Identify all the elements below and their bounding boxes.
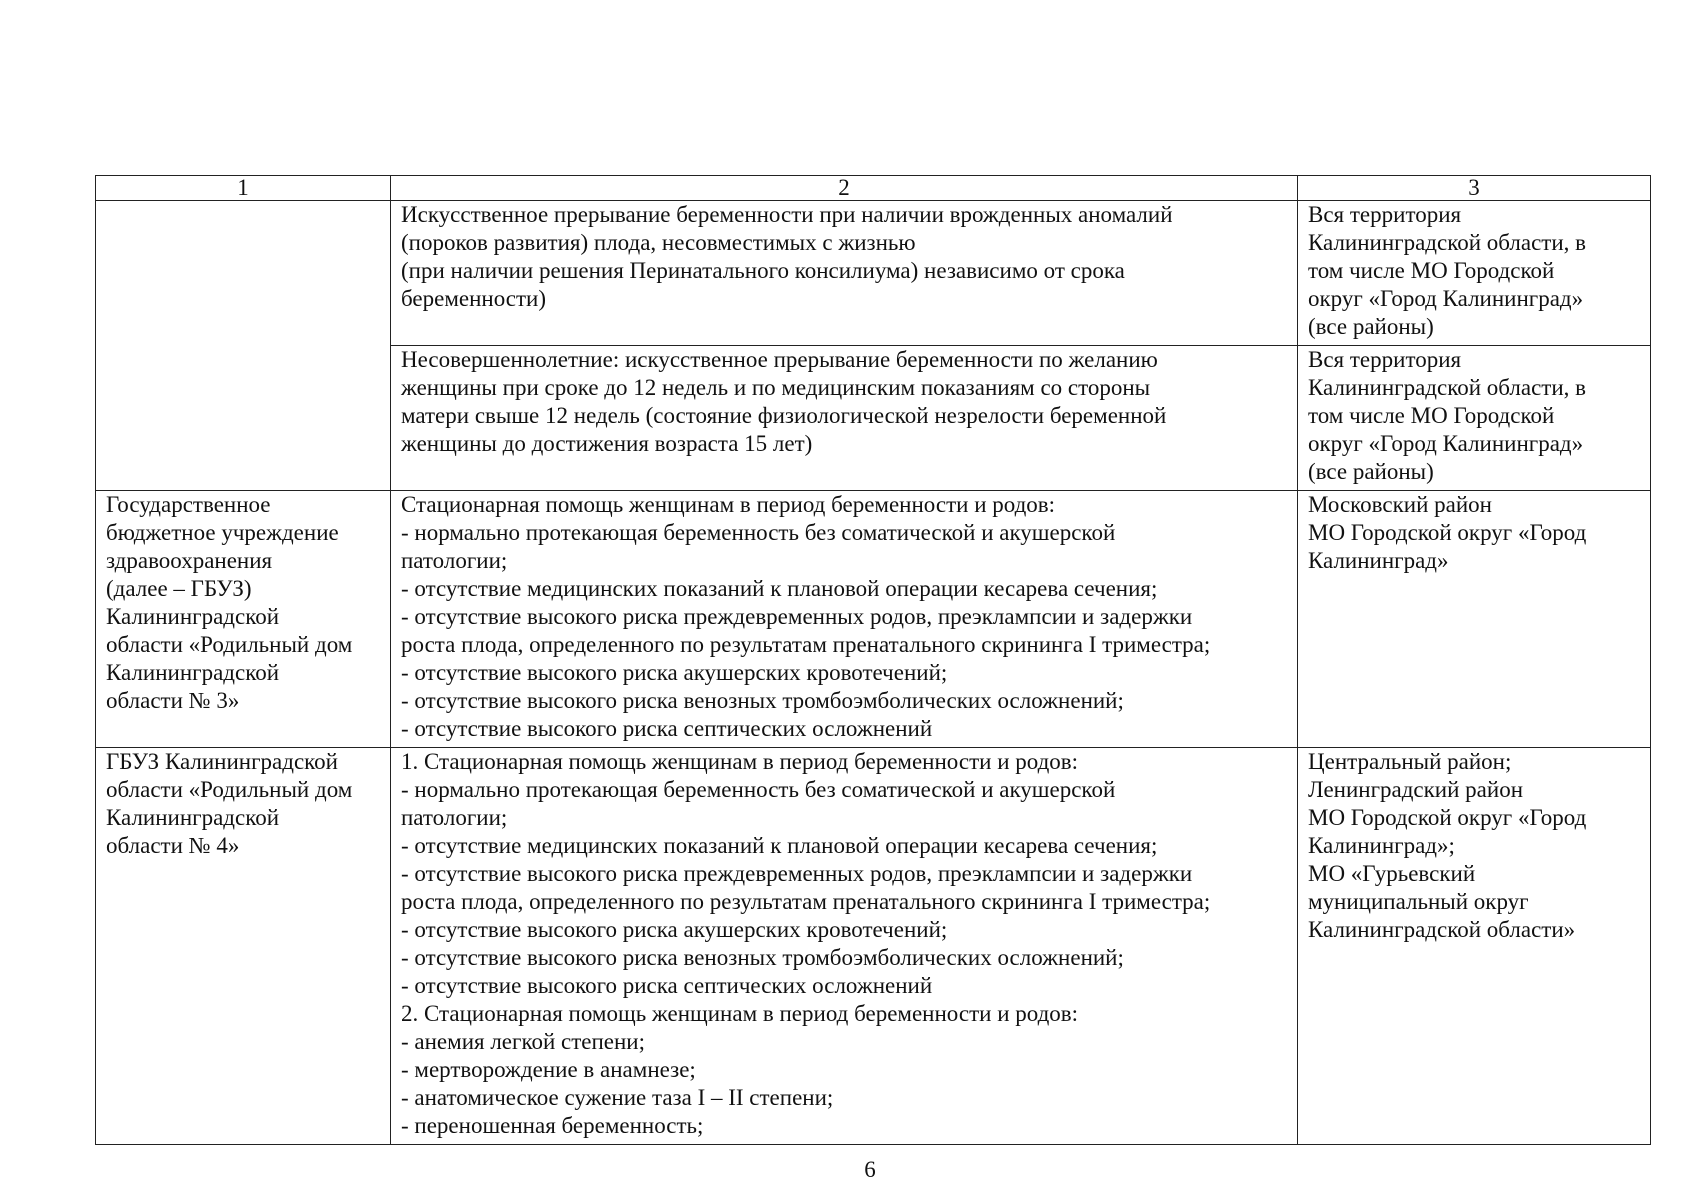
text-line: области № 4» <box>106 833 240 858</box>
text-line: женщины при сроке до 12 недель и по медицинским показаниям со стороны <box>401 375 1151 400</box>
text-line: МО «Гурьевский <box>1308 861 1476 886</box>
text-line: - анатомическое сужение таза I – II степени; <box>401 1085 834 1110</box>
text-line: патологии; <box>401 805 508 830</box>
text-line: - отсутствие медицинских показаний к плановой операции кесарева сечения; <box>401 833 1158 858</box>
institution-cell <box>96 201 391 491</box>
text-line: роста плода, определенного по результатам пренатального скрининга I триместра; <box>401 632 1211 657</box>
text-line: области «Родильный дом <box>106 777 353 802</box>
document-table <box>95 175 1651 1145</box>
text-line: том числе МО Городской <box>1308 258 1555 283</box>
text-line: Калининград» <box>1308 548 1449 573</box>
text-line: (далее – ГБУЗ) <box>106 576 252 601</box>
text-line: Калининградской <box>106 805 280 830</box>
territory-cell <box>1298 491 1651 748</box>
text-line: - отсутствие высокого риска акушерских кровотечений; <box>401 917 948 942</box>
text-line: Калининградской <box>106 660 280 685</box>
text-line: здравоохранения <box>106 548 273 573</box>
text-line: Калининградской <box>106 604 280 629</box>
text-line: Калининградской области, в <box>1308 375 1587 400</box>
text-line: Московский район <box>1308 492 1492 517</box>
text-line: - отсутствие высокого риска преждевременных родов, преэклампсии и задержки <box>401 861 1193 886</box>
table-body <box>96 176 1651 1145</box>
text-line: МО Городской округ «Город <box>1308 520 1587 545</box>
header-cell-2: 2 <box>391 176 1298 201</box>
institution-cell <box>96 748 391 1145</box>
text-line: - отсутствие высокого риска преждевременных родов, преэклампсии и задержки <box>401 604 1193 629</box>
text-line: области № 3» <box>106 688 240 713</box>
service-cell <box>391 346 1298 491</box>
text-line: патологии; <box>401 548 508 573</box>
text-line: Вся территория <box>1308 202 1462 227</box>
text-line: бюджетное учреждение <box>106 520 339 545</box>
text-line: - переношенная беременность; <box>401 1113 704 1138</box>
text-line: женщины до достижения возраста 15 лет) <box>401 431 813 456</box>
text-line: Ленинградский район <box>1308 777 1523 802</box>
header-cell-3: 3 <box>1298 176 1651 201</box>
table-row <box>96 491 1651 748</box>
service-cell <box>391 491 1298 748</box>
text-line: матери свыше 12 недель (состояние физиологической незрелости беременной <box>401 403 1167 428</box>
text-line: Вся территория <box>1308 347 1462 372</box>
service-cell <box>391 748 1298 1145</box>
text-line: (все районы) <box>1308 459 1434 484</box>
text-line: - отсутствие высокого риска септических осложнений <box>401 973 933 998</box>
table-row <box>96 201 1651 346</box>
text-line: округ «Город Калининград» <box>1308 431 1584 456</box>
text-line: - отсутствие медицинских показаний к плановой операции кесарева сечения; <box>401 576 1158 601</box>
text-line: МО Городской округ «Город <box>1308 805 1587 830</box>
text-line: (пороков развития) плода, несовместимых с жизнью <box>401 230 916 255</box>
text-line: (все районы) <box>1308 314 1434 339</box>
text-line: Искусственное прерывание беременности при наличии врожденных аномалий <box>401 202 1173 227</box>
text-line: Калининградской области, в <box>1308 230 1587 255</box>
text-line: роста плода, определенного по результатам пренатального скрининга I триместра; <box>401 889 1211 914</box>
text-line: - отсутствие высокого риска акушерских кровотечений; <box>401 660 948 685</box>
header-cell-1: 1 <box>96 176 391 201</box>
table-header-row <box>96 176 1651 201</box>
service-cell <box>391 201 1298 346</box>
text-line: 1. Стационарная помощь женщинам в период беременности и родов: <box>401 749 1079 774</box>
text-line: (при наличии решения Перинатального консилиума) независимо от срока <box>401 258 1125 283</box>
territory-cell <box>1298 346 1651 491</box>
text-line: 2. Стационарная помощь женщинам в период беременности и родов: <box>401 1001 1079 1026</box>
text-line: - мертворождение в анамнезе; <box>401 1057 696 1082</box>
text-line: муниципальный округ <box>1308 889 1529 914</box>
text-line: Стационарная помощь женщинам в период беременности и родов: <box>401 492 1056 517</box>
page-number: 6 <box>864 1157 876 1182</box>
text-line: - отсутствие высокого риска септических осложнений <box>401 716 933 741</box>
text-line: - отсутствие высокого риска венозных тромбоэмболических осложнений; <box>401 945 1124 970</box>
text-line: - отсутствие высокого риска венозных тромбоэмболических осложнений; <box>401 688 1124 713</box>
text-line: - нормально протекающая беременность без соматической и акушерской <box>401 777 1116 802</box>
table-row <box>96 748 1651 1145</box>
text-line: Калининград»; <box>1308 833 1455 858</box>
text-line: округ «Город Калининград» <box>1308 286 1584 311</box>
text-line: области «Родильный дом <box>106 632 353 657</box>
text-line: ГБУЗ Калининградской <box>106 749 338 774</box>
text-line: Несовершеннолетние: искусственное прерывание беременности по желанию <box>401 347 1158 372</box>
text-line: беременности) <box>401 286 546 311</box>
institution-cell <box>96 491 391 748</box>
text-line: Центральный район; <box>1308 749 1512 774</box>
text-line: Государственное <box>106 492 271 517</box>
text-line: - анемия легкой степени; <box>401 1029 646 1054</box>
text-line: - нормально протекающая беременность без соматической и акушерской <box>401 520 1116 545</box>
territory-cell <box>1298 201 1651 346</box>
text-line: Калининградской области» <box>1308 917 1576 942</box>
text-line: том числе МО Городской <box>1308 403 1555 428</box>
territory-cell <box>1298 748 1651 1145</box>
